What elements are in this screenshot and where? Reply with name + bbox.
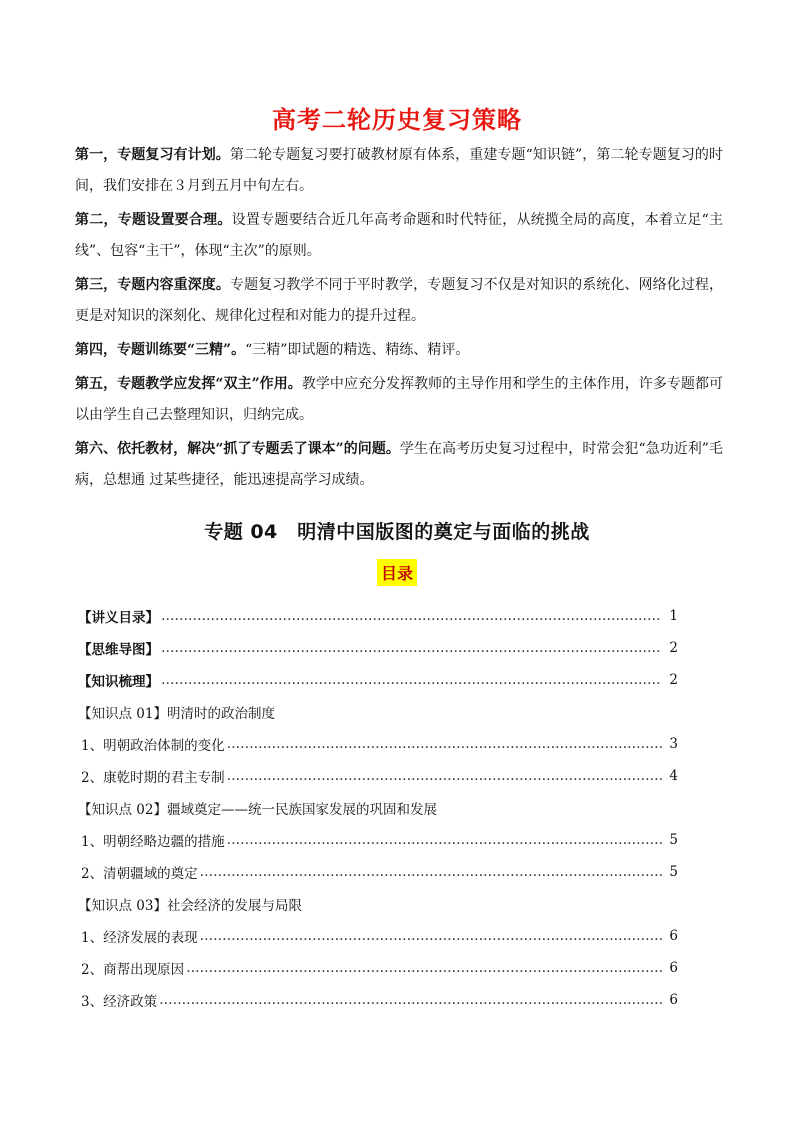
toc-leader [161,672,662,688]
toc-group-heading[interactable] [78,888,678,920]
strategy-paragraph [75,140,723,202]
toc-entry[interactable] [78,760,678,792]
table-of-contents [78,600,678,1016]
toc-entry-label: 1、经济发展的表现 [81,930,198,946]
toc-entry-label: 2、康乾时期的君主专制 [81,770,225,786]
toc-page-number: 6 [669,960,678,976]
strategy-paragraph [75,434,723,496]
toc-entry-label: 【知识梳理】 [78,674,159,690]
toc-entry[interactable] [78,600,678,632]
topic-title: 专题 04 明清中国版图的奠定与面临的挑战 [204,521,590,543]
toc-entry[interactable] [78,824,678,856]
toc-entry[interactable] [78,728,678,760]
strategy-lead: 第二，专题设置要合理。 [75,212,232,228]
strategy-text: 第二轮专题复习要打破教材原有体系，重建专题“知识链”，第二轮专题复习的时间，我们安排在３月到五月中旬左右。 [75,147,724,194]
toc-group-label: 【知识点 01】明清时的政治制度 [78,706,275,722]
toc-group-label: 【知识点 02】疆域奠定——统一民族国家发展的巩固和发展 [78,802,437,818]
strategy-paragraph [75,270,723,332]
toc-leader [227,768,662,784]
toc-entry-label: 2、商帮出现原因 [81,962,185,978]
strategy-text: “三精”即试题的精选、精练、精评。 [245,342,470,358]
toc-page-number: 2 [669,672,678,688]
toc-leader [159,992,662,1008]
strategy-paragraph [75,369,723,431]
toc-leader [227,736,662,752]
toc-group-heading[interactable] [78,696,678,728]
strategy-lead: 第三，专题内容重深度。 [75,277,230,293]
toc-leader [227,832,662,848]
toc-entry-label: 【思维导图】 [78,642,159,658]
toc-page-number: 5 [669,864,678,880]
toc-entry[interactable] [78,632,678,664]
strategy-lead: 第六、依托教材，解决“抓了专题丢了课本”的问题。 [75,441,400,457]
toc-page-number: 3 [669,736,678,752]
toc-entry[interactable] [78,664,678,696]
strategy-text: 学生在高考历史复习过程中，时常会犯“急功近利”毛病，总想通 过某些捷径，能迅速提高学习成绩。 [75,441,723,488]
toc-page-number: 6 [669,992,678,1008]
strategy-text: 教学中应充分发挥教师的主导作用和学生的主体作用，许多专题都可以由学生自己去整理知识，归纳完成。 [75,376,724,423]
strategy-lead: 第一，专题复习有计划。 [75,147,230,163]
toc-leader [161,608,662,624]
toc-entry-label: 3、经济政策 [81,994,158,1010]
strategy-section [75,140,723,499]
toc-entry[interactable] [78,984,678,1016]
toc-entry[interactable] [78,920,678,952]
main-title: 高考二轮历史复习策略 [272,106,522,134]
toc-entry-label: 2、清朝疆域的奠定 [81,866,198,882]
toc-entry[interactable] [78,952,678,984]
strategy-lead: 第四，专题训练要“三精”。 [75,342,246,358]
toc-group-heading[interactable] [78,792,678,824]
toc-entry[interactable] [78,856,678,888]
toc-page-number: 2 [669,640,678,656]
strategy-text: 专题复习教学不同于平时教学，专题复习不仅是对知识的系统化、网络化过程，更是对知识的深刻化、规律化过程和对能力的提升过程。 [75,277,724,324]
toc-page-number: 4 [669,768,678,784]
strategy-paragraph [75,205,723,267]
toc-label: 目录 [377,559,417,586]
strategy-paragraph [75,335,723,366]
toc-page-number: 1 [669,608,678,624]
toc-leader [186,960,662,976]
toc-heading [0,559,794,586]
toc-leader [161,640,662,656]
strategy-text: 设置专题要结合近几年高考命题和时代特征，从统揽全局的高度，本着立足“主线”、包容“主干”，体现“主次”的原则。 [75,212,724,259]
toc-leader [200,928,662,944]
toc-page-number: 5 [669,832,678,848]
toc-entry-label: 【讲义目录】 [78,610,159,626]
toc-group-label: 【知识点 03】社会经济的发展与局限 [78,898,302,914]
toc-entry-label: 1、明朝政治体制的变化 [81,738,225,754]
toc-page-number: 6 [669,928,678,944]
strategy-lead: 第五，专题教学应发挥“双主”作用。 [75,376,302,392]
toc-leader [200,864,662,880]
toc-entry-label: 1、明朝经略边疆的措施 [81,834,225,850]
